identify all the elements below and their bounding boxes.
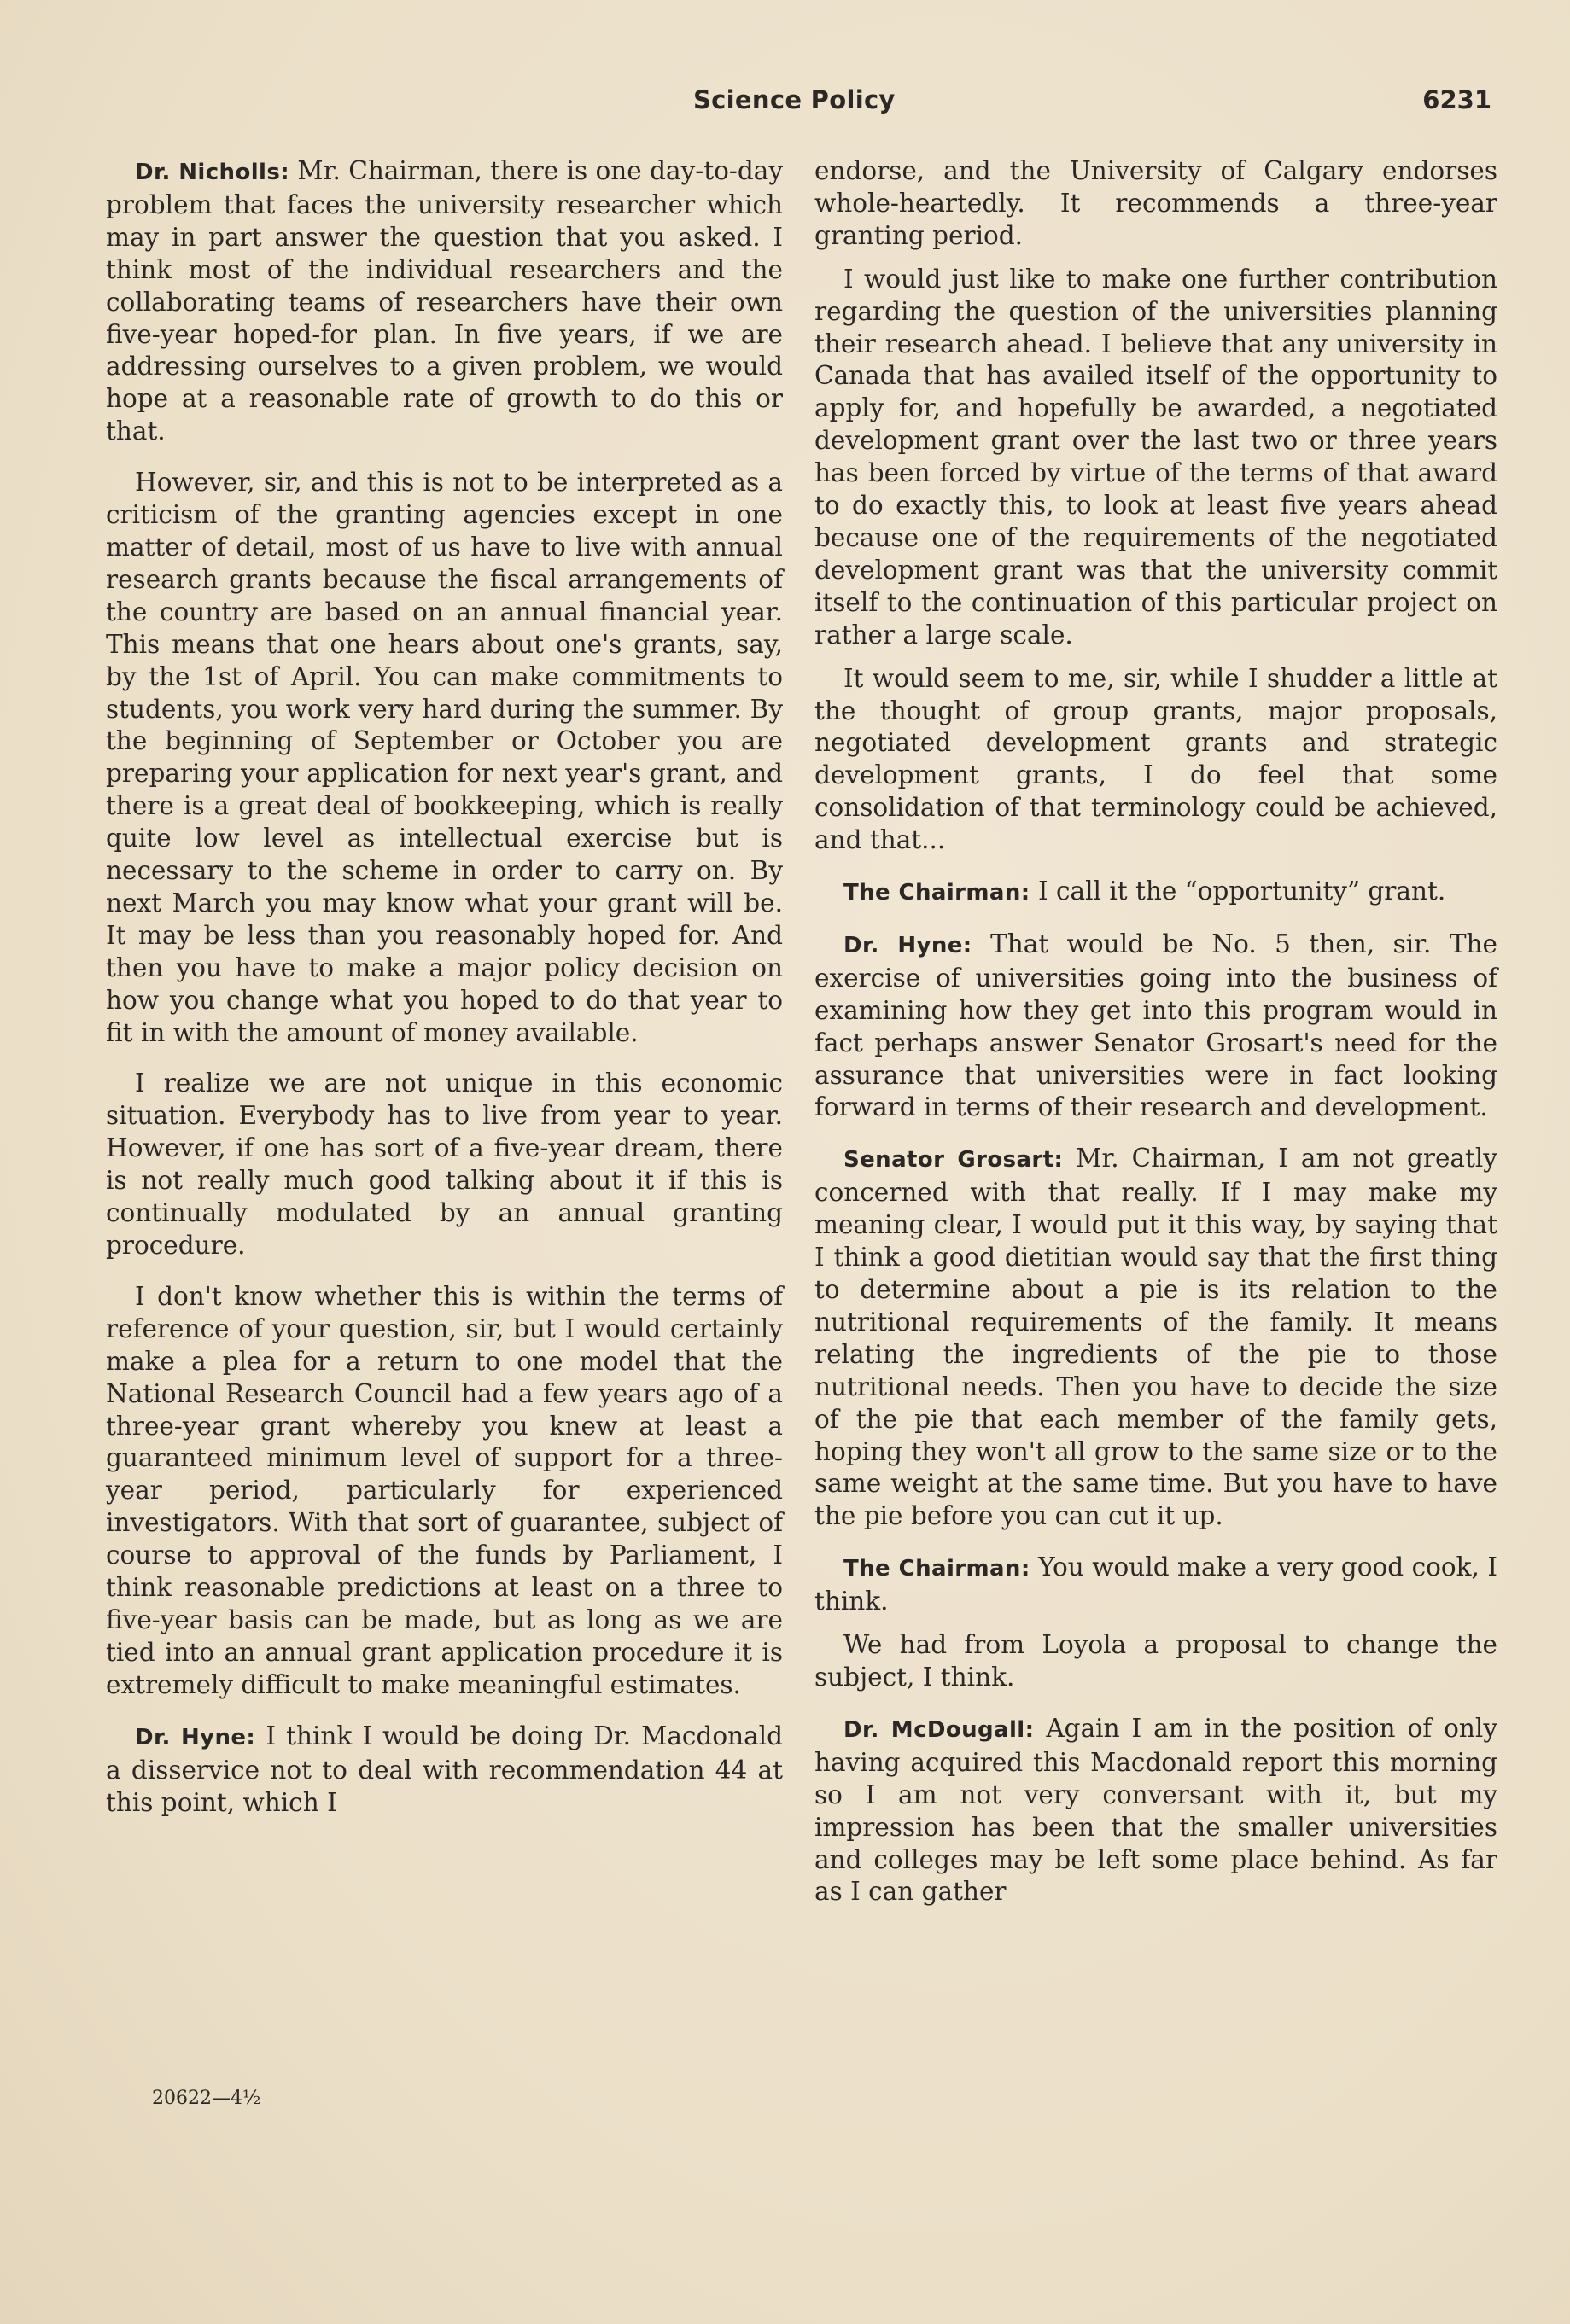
paragraph-text: I call it the “opportunity” grant.: [1037, 877, 1446, 906]
paragraph: [814, 155, 1497, 253]
paragraph: [814, 1552, 1497, 1618]
running-head: [0, 85, 1570, 128]
paragraph-text: I would just like to make one further contribution regarding the question of the universities planning their research ahead. I believe that any university in Canada that has availed itself of the opportunity to apply for, and hopefully be awarded, a negotiated development grant over the last two or three years has been forced by virtue of the terms of that award to do exactly this, to look at least five years ahead because one of the requirements of the negotiated development grant was that the university commit itself to the continuation of this particular project on rather a large scale.: [814, 264, 1497, 649]
paragraph-text: Mr. Chairman, I am not greatly concerned with that really. If I may make my meaning clear, I would put it this way, by saying that I think a good dietitian would say that the first thing to determine about a pie is its relation to the nutritional requirements of the family. It means relating the ingredients of the pie to those nutritional needs. Then you have to decide the size of the pie that each member of the family gets, hoping they won't all grow to the same size or to the same weight at the same time. But you have to have the pie before you can cut it up.: [814, 1144, 1497, 1531]
paragraph: [814, 876, 1497, 910]
paragraph-text: We had from Loyola a proposal to change the subject, I think.: [814, 1630, 1497, 1692]
paragraph-text: Mr. Chairman, there is one day-to-day problem that faces the university researcher which may in part answer the question that you asked. I think most of the individual researchers and the collaborating teams of researchers have their own five-year hoped-for plan. In five years, if we are addressing ourselves to a given problem, we would hope at a reasonable rate of growth to do this or that.: [106, 156, 783, 446]
paragraph: [106, 1068, 783, 1261]
paragraph: [814, 1143, 1497, 1533]
paragraph: [814, 929, 1497, 1124]
section-title: Science Policy: [693, 85, 896, 114]
speaker-name: Senator Grosart:: [843, 1147, 1064, 1174]
paragraph: [814, 663, 1497, 857]
speaker-name: The Chairman:: [843, 880, 1030, 906]
speaker-name: The Chairman:: [843, 1556, 1030, 1582]
paragraph-text: I think I would be doing Dr. Macdonald a disservice not to deal with recommendation 44 at this point, which I: [106, 1721, 783, 1817]
paragraph: [106, 1721, 783, 1820]
paragraph-text: endorse, and the University of Calgary endorses whole-heartedly. It recommends a three-year granting period.: [814, 156, 1497, 250]
paragraph: [814, 1629, 1497, 1694]
paragraph: [106, 1281, 783, 1702]
speaker-name: Dr. Hyne:: [843, 932, 972, 958]
speaker-name: Dr. Hyne:: [135, 1724, 256, 1750]
paragraph: [814, 1713, 1497, 1908]
paragraph-text: However, sir, and this is not to be interpreted as a criticism of the granting agencies except in one matter of detail, most of us have to live with annual research grants because the fiscal arrangements of the country are based on an annual financial year. This means that one hears about one's grants, say, by the 1st of April. You can make commitments to students, you work very hard during the summer. By the beginning of September or October you are preparing your application for next year's grant, and there is a great deal of bookkeeping, which is really quite low level as intellectual exercise but is necessary to the scheme in order to carry on. By next March you may know what your grant will be. It may be less than you reasonably hoped for. And then you have to make a major policy decision on how you change what you hoped to do that year to fit in with the amount of money available.: [106, 468, 783, 1047]
paragraph: [106, 155, 783, 448]
page-number: 6231: [1422, 85, 1491, 114]
page-footer-code: 20622—4½: [152, 2088, 261, 2109]
paragraph-text: Again I am in the position of only having acquired this Macdonald report this morning so I am not very conversant with it, but my impression has been that the smaller universities and colleges may be left some place behind. As far as I can gather: [814, 1713, 1497, 1907]
speaker-name: Dr. Nicholls:: [135, 160, 290, 185]
paragraph-text: It would seem to me, sir, while I shudder a little at the thought of group grants, major proposals, negotiated development grants and strategic development grants, I do feel that some consolidation of that terminology could be achieved, and that...: [814, 663, 1497, 855]
paragraph-text: I don't know whether this is within the terms of reference of your question, sir, but I would certainly make a plea for a return to one model that the National Research Council had a few years ago of a three-year grant whereby you knew at least a guaranteed minimum level of support for a three-year period, particularly for experienced investigators. With that sort of guarantee, subject of course to approval of the funds by Parliament, I think reasonable predictions at least on a three to five-year basis can be made, but as long as we are tied into an annual grant application procedure it is extremely difficult to make meaningful estimates.: [106, 1281, 783, 1699]
paragraph-text: I realize we are not unique in this economic situation. Everybody has to live from year to year. However, if one has sort of a five-year dream, there is not really much good talking about it if this is continually modulated by an annual granting procedure.: [106, 1069, 783, 1260]
paragraph: [106, 467, 783, 1049]
paragraph: [814, 264, 1497, 652]
left-column: [106, 155, 783, 1830]
paragraph-text: You would make a very good cook, I think.: [814, 1552, 1497, 1616]
speaker-name: Dr. McDougall:: [843, 1716, 1035, 1743]
paragraph-text: That would be No. 5 then, sir. The exercise of universities going into the business of examining how they get into this program would in fact perhaps answer Senator Grosart's need for the assurance that universities were in fact looking forward in terms of their research and development.: [814, 929, 1497, 1122]
right-column: [814, 155, 1497, 1919]
